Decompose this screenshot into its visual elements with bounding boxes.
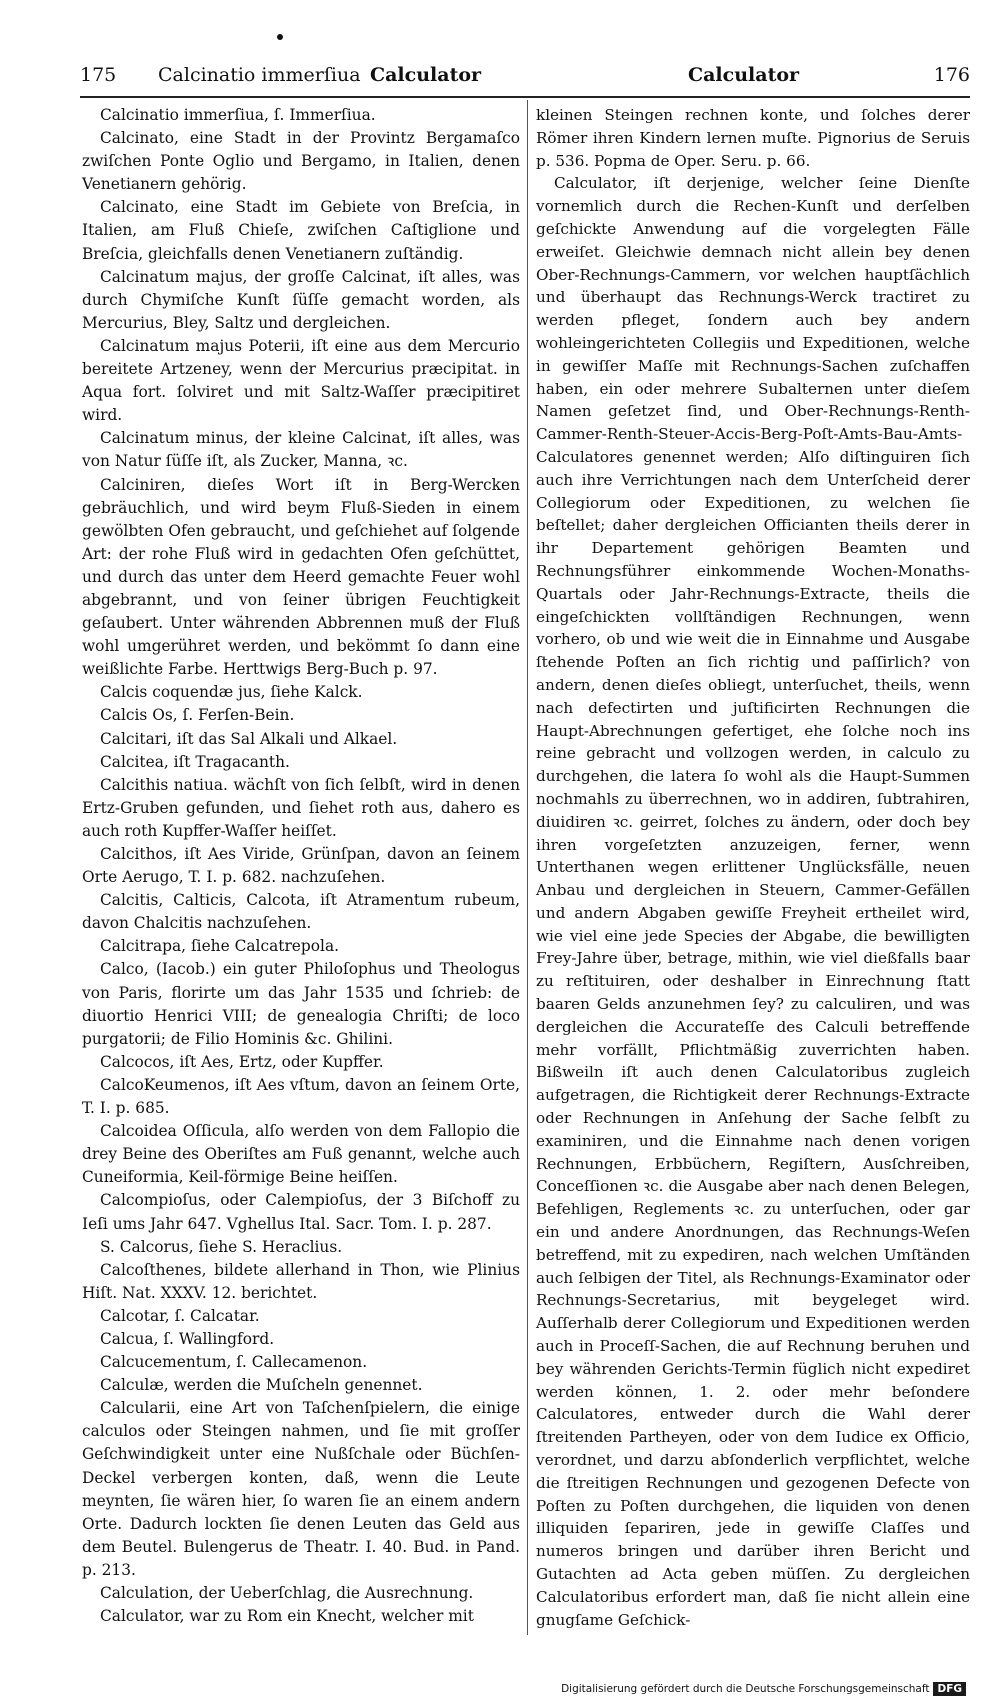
- entry-paragraph: Calcularii, eine Art von Taſchenſpielern, die einige calculos oder Steingen nahmen, und ſie mit groſſer Geſchwindigkeit unter eine Nußſchale oder Büchſen-Deckel verbergen konten, daß, wenn die Leute meynten, ſie wären hier, ſo waren ſie an einem andern Orte. Dadurch lockten ſie denen Leuten das Geld aus dem Beutel. Bulengerus de Theatr. I. 40. Bud. in Pand. p. 213.: [82, 1399, 520, 1579]
- right-title: Calculator: [688, 64, 800, 86]
- entry-paragraph: Calcompioſus, oder Calempioſus, der 3 Biſchoff zu Ieſi ums Jahr 647. Vghellus Ital. Sacr. Tom. I. p. 287.: [82, 1191, 520, 1233]
- entry-paragraph: Calcithos, iſt Aes Viride, Grünſpan, davon an ſeinem Orte Aerugo, T. I. p. 682. nachzuſehen.: [82, 845, 520, 887]
- digitization-credit: [561, 1682, 966, 1696]
- entry-paragraph: Calcitari, iſt das Sal Alkali und Alkael.: [100, 729, 398, 748]
- entry-paragraph: Calcis Os, ſ. Ferſen-Bein.: [100, 706, 295, 725]
- entry-paragraph: Calcinatum minus, der kleine Calcinat, iſt alles, was von Natur ſüſſe iſt, als Zucker, Manna, ꝛc.: [82, 429, 520, 471]
- right-page-number: 176: [933, 64, 970, 86]
- entry-paragraph: Calcitrapa, ſiehe Calcatrepola.: [100, 937, 340, 956]
- entry-paragraph: S. Calcorus, ſiehe S. Heraclius.: [100, 1237, 343, 1256]
- entry-paragraph: Calcocos, iſt Aes, Ertz, oder Kupffer.: [100, 1052, 384, 1071]
- entry-paragraph: Calcoſthenes, bildete allerhand in Thon, wie Plinius Hiſt. Nat. XXXV. 12. berichtet.: [82, 1260, 520, 1302]
- entry-paragraph: Calcis coquendæ jus, ſiehe Kalck.: [100, 683, 363, 702]
- entry-paragraph: Calcinatio immerſiua, ſ. Immerſiua.: [100, 106, 376, 124]
- entry-paragraph: Calcinatum majus, der groſſe Calcinat, iſt alles, was durch Chymiſche Kunſt ſüſſe gemacht worden, als Mercurius, Bley, Saltz und dergleichen.: [82, 267, 520, 332]
- dfg-logo: DFG: [933, 1682, 966, 1696]
- entry-paragraph: Calcinato, eine Stadt im Gebiete von Breſcia, in Italien, am Fluß Chieſe, zwiſchen Caſtiglione und Breſcia, gleichfalls denen Venetianern zuſtändig.: [82, 198, 520, 263]
- entry-paragraph: Calculæ, werden die Muſcheln genennet.: [100, 1376, 423, 1395]
- left-keyword: Calcinatio immerſiua: [158, 64, 361, 86]
- ink-dot: [277, 34, 283, 40]
- credit-text: Digitalisierung gefördert durch die Deutsche Forschungsgemeinschaft: [561, 1683, 930, 1695]
- left-column: [82, 104, 520, 1628]
- entry-paragraph: kleinen Steingen rechnen konte, und ſolches derer Römer ihren Kindern lernen muſte. Pignorius de Seruis p. 536. Popma de Oper. Seru. p. 66.: [536, 106, 970, 170]
- entry-paragraph: Calcotar, ſ. Calcatar.: [100, 1306, 260, 1325]
- entry-paragraph: Calculator, war zu Rom ein Knecht, welcher mit: [100, 1607, 474, 1626]
- entry-paragraph: Calciniren, dieſes Wort iſt in Berg-Wercken gebräuchlich, und wird beym Fluß-Sieden in einem gewölbten Ofen gebraucht, und geſchiehet auf ſolgende Art: der rohe Fluß wird in gedachten Ofen geſchüttet, und durch das unter dem Heerd gemachte Feuer wohl abgebrannt, und von ſeiner übrigen Feuchtigkeit geſaubert. Unter währenden Abbrennen muß der Fluß wohl umgerühret werden, und bekömmt ſo dann eine weißlichte Farbe. Herttwigs Berg-Buch p. 97.: [82, 475, 520, 679]
- header-rule: [80, 96, 970, 98]
- left-page-number: 175: [80, 64, 117, 86]
- entry-paragraph: Calculation, der Ueberſchlag, die Ausrechnung.: [100, 1584, 474, 1602]
- entry-paragraph: Calcinato, eine Stadt in der Provintz Bergamaſco zwiſchen Ponte Oglio und Bergamo, in Italien, denen Venetianern gehörig.: [82, 129, 520, 194]
- entry-paragraph: Calcitea, iſt Tragacanth.: [100, 752, 290, 771]
- entry-paragraph: Calcinatum majus Poterii, iſt eine aus dem Mercurio bereitete Artzeney, wenn der Mercurius præcipitat. in Aqua fort. ſolviret und mit Saltz-Waſſer præcipitiret wird.: [82, 336, 520, 425]
- entry-paragraph: Calcucementum, ſ. Callecamenon.: [100, 1353, 368, 1372]
- entry-paragraph: Calcithis natiua. wächſt von ſich ſelbſt, wird in denen Ertz-Gruben gefunden, und ſiehet roth aus, dahero es auch roth Kupffer-Waſſer heiſſet.: [82, 775, 520, 840]
- entry-paragraph: Calculator, iſt derjenige, welcher ſeine Dienſte vornemlich durch die Rechen-Kunſt und derſelben geſchickte Anwendung auf die vorgelegten Fälle erweiſet. Gleichwie demnach nicht allein bey denen Ober-Rechnungs-Cammern, vor welchen hauptſächlich und überhaupt das Rechnungs-Werck tractiret zu werden pfleget, ſondern auch bey andern wohleingerichteten Collegiis und Expeditionen, welche in gewiſſer Maſſe mit Rechnungs-Sachen zuſchaffen haben, ein oder mehrere Subalternen unter dieſem Namen geſetzet ſind, und Ober-Rechnungs-Renth-Cammer-Renth-Steuer-Accis-Berg-Poſt-Amts-Bau-Amts-Calculatores genennet werden; Alſo diſtinguiren ſich auch ihre Verrichtungen nach dem Unterſcheid derer Collegiorum oder Expeditionen, zu welchen ſie beſtellet; daher dergleichen Officianten theils derer in ihr Departement gehörigen Beamten und Rechnungsführer einkommende Wochen-Monaths-Quartals oder Jahr-Rechnungs-Extracte, theils die eingeſchickten vollſtändigen Rechnungen, wenn vorhero, ob und wie weit die in Einnahme und Ausgabe ſtehende Poſten an ſich richtig und paſſirlich? von andern, denen dieſes obliegt, unterſuchet, theils, wenn nach defectirten und juſtificirten Rechnungen die Haupt-Abrechnungen gefertiget, ehe ſolche noch ins reine gebracht und vollzogen werden, in calculo zu durchgehen, die latera ſo wohl als die Haupt-Summen nochmahls zu überrechnen, wo in addiren, ſubtrahiren, diuidiren ꝛc. geirret, ſolches zu ändern, oder doch bey ihren vorgeſetzten anzuzeigen, ferner, wenn Unterthanen wegen erlittener Unglücksfälle, neuen Anbau und dergleichen in Steuern, Cammer-Gefällen und andern Abgaben gewiſſe Freyheit ertheilet wird, wie viel eine jede Species der Abgabe, die bewilligten Frey-Jahre über, betrage, mithin, wie viel dießfalls baar zu reſtituiren, oder deshalber in Einrechnung ſtatt baaren Gelds anzunehmen ſey? zu calculiren, und was dergleichen die Accurateſſe des Calculi betreffende mehr vorfällt, Pflichtmäßig zuverrichten haben. Bißweiln iſt auch denen Calculatoribus zugleich aufgetragen, die Richtigkeit derer Rechnungs-Extracte oder Rechnungen in Anſehung der Sache ſelbſt zu examiniren, und die Einnahme nach denen vorigen Rechnungen, Erbbüchern, Regiſtern, Ausſchreiben, Conceſſionen ꝛc. die Ausgabe aber nach denen Belegen, Befehligen, Reglements ꝛc. zu unterſuchen, oder gar ein und andere Anordnungen, das Rechnungs-Weſen betreffend, mit zu expediren, nach welchen Umſtänden auch ſelbigen der Titel, als Rechnungs-Examinator oder Rechnungs-Secretarius, mit beygeleget wird. Auſſerhalb derer Collegiorum und Expeditionen werden auch in Proceſſ-Sachen, die auf Rechnung beruhen und bey währenden Gerichts-Termin füglich nicht expediret werden können, 1. 2. oder mehr beſondere Calculatores, entweder durch die Wahl derer ſtreitenden Partheyen, oder von dem Iudice ex Officio, verordnet, und darzu abſonderlich verpflichtet, welche die ſtreitigen Rechnungen und gezogenen Defecte von Poſten zu Poſten durchgehen, die liquiden von denen illiquiden ſepariren, jede in gewiſſe Claſſes und numeros bringen und darüber ihren Bericht und Gutachten ad Acta geben müſſen. Zu dergleichen Calculatoribus erfordert man, daß ſie nicht allein eine gnugſame Geſchick-: [536, 174, 970, 1629]
- entry-paragraph: Calcoidea Oſſicula, alſo werden von dem Fallopio die drey Beine des Oberiſtes am Fuß genannt, welche auch Cuneiformia, Keil-förmige Beine heiſſen.: [82, 1122, 520, 1187]
- entry-paragraph: CalcoKeumenos, iſt Aes vſtum, davon an ſeinem Orte, T. I. p. 685.: [82, 1075, 520, 1118]
- left-title: Calculator: [370, 64, 482, 86]
- entry-paragraph: Calcua, ſ. Wallingford.: [100, 1329, 275, 1348]
- entry-paragraph: Calcitis, Calticis, Calcota, iſt Atramentum rubeum, davon Chalcitis nachzuſehen.: [82, 891, 520, 933]
- right-column: [536, 104, 970, 1631]
- column-divider: [527, 100, 528, 1635]
- running-header: [80, 64, 970, 94]
- entry-paragraph: Calco, (Iacob.) ein guter Philoſophus und Theologus von Paris, florirte um das Jahr 1535 und ſchrieb: de diuortio Henrici VIII; de genealogia Chriſti; de loco purgatorii; de Filio Hominis &c. Ghilini.: [82, 960, 520, 1048]
